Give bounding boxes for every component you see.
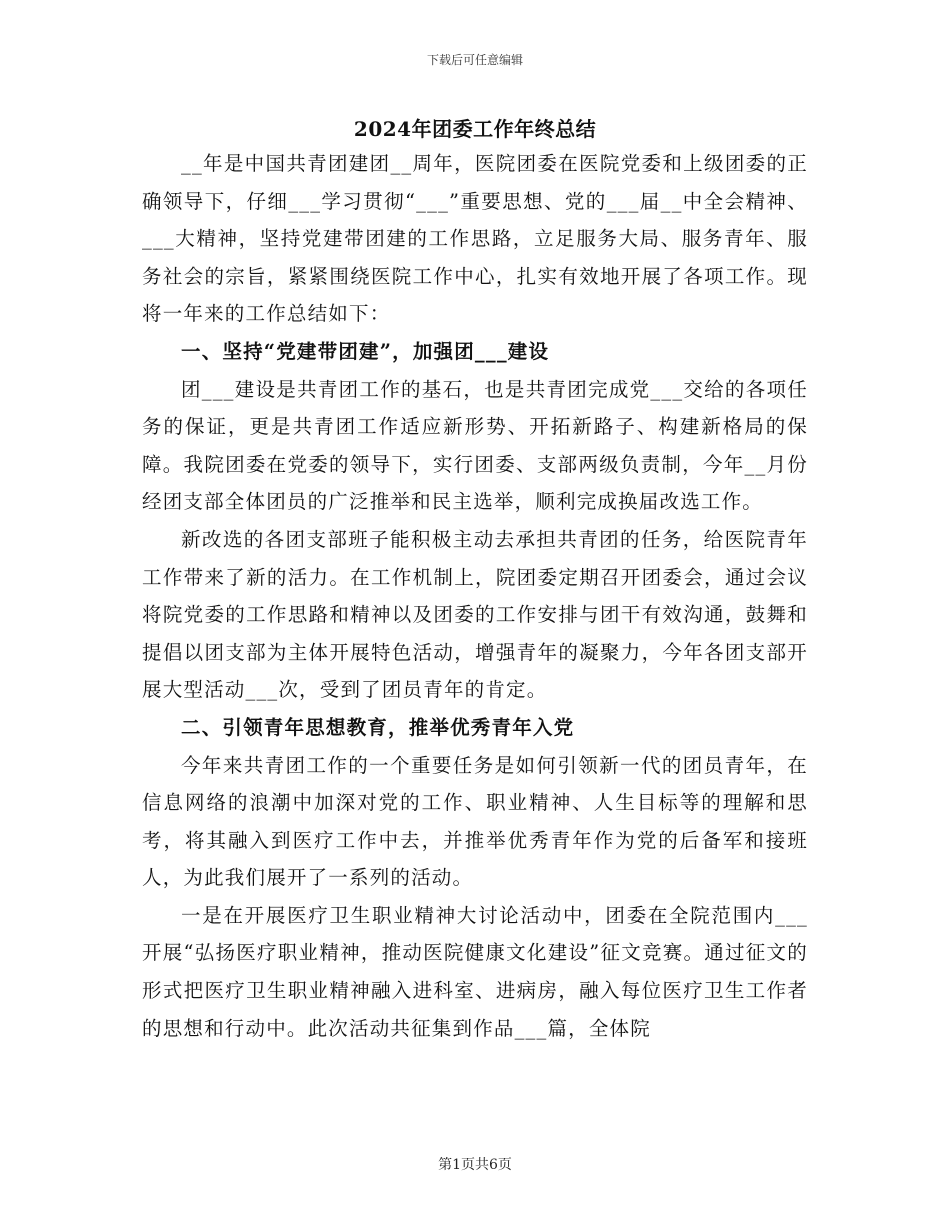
page-footer: 第1页共6页	[438, 1157, 512, 1173]
page-header: 下载后可任意编辑	[426, 53, 523, 67]
paragraph-section2-b: 一是在开展医疗卫生职业精神大讨论活动中，团委在全院范围内___开展“弘扬医疗职业精神，推动医院健康文化建设”征文竞赛。通过征文的形式把医疗卫生职业精神融入进科室、进病房，融入每位医疗卫生工作者的思想和行动中。此次活动共征集到作品___篇，全体院	[142, 903, 808, 1040]
section-heading-2: 二、引领青年思想教育，推举优秀青年入党	[181, 715, 575, 739]
paragraph-section2-a: 今年来共青团工作的一个重要任务是如何引领新一代的团员青年，在信息网络的浪潮中加深对党的工作、职业精神、人生目标等的理解和思考，将其融入到医疗工作中去，并推举优秀青年作为党的后备军和接班人，为此我们展开了一系列的活动。	[142, 753, 808, 890]
section-heading-1: 一、坚持“党建带团建”，加强团___建设	[181, 339, 550, 363]
document-title: 2024年团委工作年终总结	[353, 117, 597, 141]
paragraph-section1-b: 新改选的各团支部班子能积极主动去承担共青团的任务，给医院青年工作带来了新的活力。在工作机制上，院团委定期召开团委会，通过会议将院党委的工作思路和精神以及团委的工作安排与团干有效沟通，鼓舞和提倡以团支部为主体开展特色活动，增强青年的凝聚力，今年各团支部开展大型活动___次，受到了团员青年的肯定。	[142, 527, 808, 702]
paragraph-intro: __年是中国共青团建团__周年，医院团委在医院党委和上级团委的正确领导下，仔细___学习贯彻“___”重要思想、党的___届__中全会精神、___大精神，坚持党建带团建的工作思路，立足服务大局、服务青年、服务社会的宗旨，紧紧围绕医院工作中心，扎实有效地开展了各项工作。现将一年来的工作总结如下：	[142, 152, 808, 326]
document-body	[142, 145, 808, 1047]
paragraph-section1-a: 团___建设是共青团工作的基石，也是共青团完成党___交给的各项任务的保证，更是共青团工作适应新形势、开拓新路子、构建新格局的保障。我院团委在党委的领导下，实行团委、支部两级负责制，今年__月份经团支部全体团员的广泛推举和民主选举，顺利完成换届改选工作。	[142, 377, 808, 514]
